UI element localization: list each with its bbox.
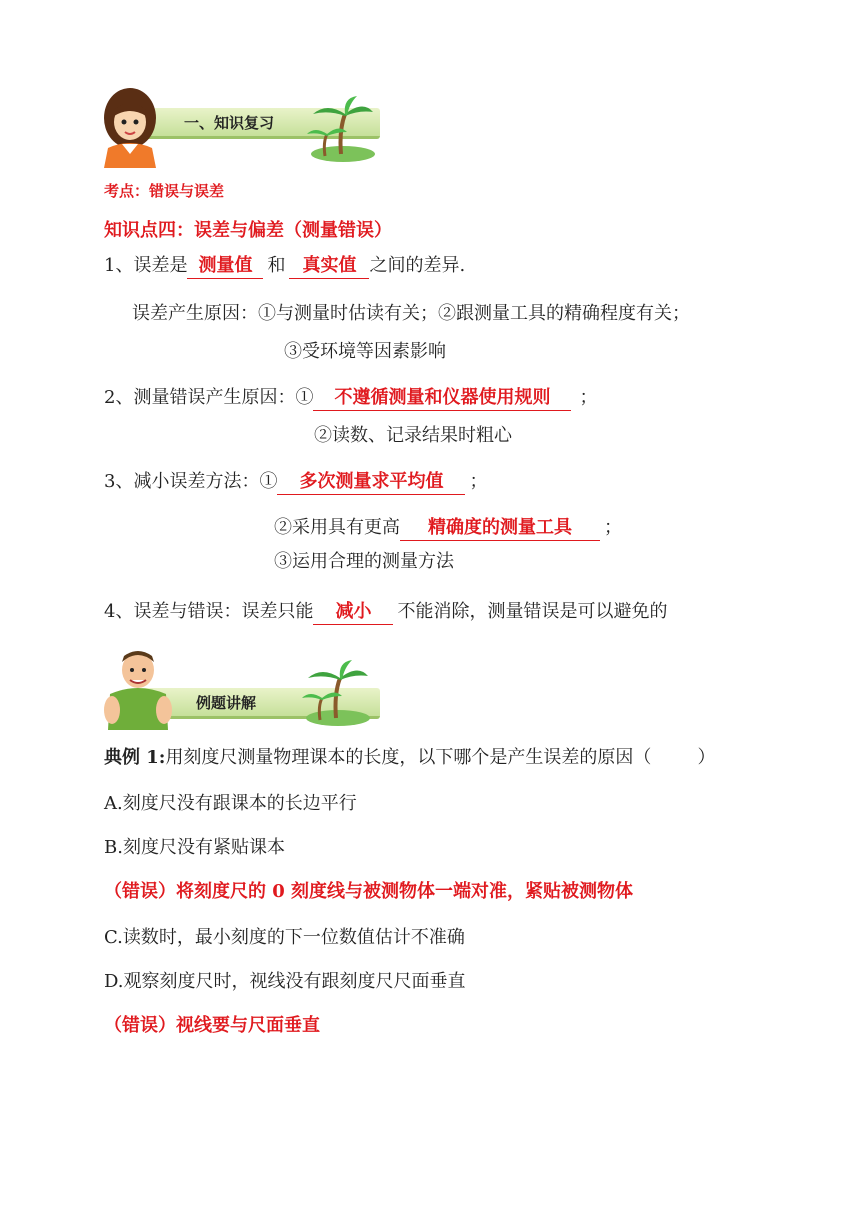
- option-c: C.读数时，最小刻度的下一位数值估计不准确: [104, 927, 465, 948]
- answer-blank-2: 真实值: [289, 254, 369, 279]
- answer-blank-1: 测量值: [187, 254, 263, 279]
- palm-tree-illustration: [305, 94, 375, 164]
- option-b: B.刻度尺没有紧贴课本: [104, 837, 285, 858]
- item-3-line-2: ②采用具有更高 精确度的测量工具 ；: [274, 516, 622, 541]
- example-question: 典例 1:用刻度尺测量物理课本的长度，以下哪个是产生误差的原因（ ）: [104, 747, 716, 768]
- item-3: 3、减小误差方法：① 多次测量求平均值 ；: [104, 470, 487, 495]
- item-2: 2、测量错误产生原因：① 不遵循测量和仪器使用规则 ；: [104, 386, 597, 411]
- exam-point-heading: 考点：错误与误差: [104, 182, 225, 200]
- section-banner-examples: [100, 648, 390, 730]
- example-label: 典例 1:: [104, 747, 166, 768]
- palm-tree-illustration: [300, 658, 370, 728]
- answer-blank-5: 精确度的测量工具: [400, 516, 600, 541]
- option-d: D.观察刻度尺时，视线没有跟刻度尺尺面垂直: [104, 971, 466, 992]
- answer-blank-4: 多次测量求平均值: [277, 470, 465, 495]
- item-2-line-2: ②读数、记录结果时粗心: [314, 425, 512, 446]
- item-1: 1、误差是 测量值 和 真实值 之间的差异.: [104, 254, 465, 279]
- option-b-note: （错误）将刻度尺的 0 刻度线与被测物体一端对准，紧贴被测物体: [104, 881, 634, 902]
- item-3-line-3: ③运用合理的测量方法: [274, 551, 454, 572]
- error-causes-line-1: 误差产生原因：①与测量时估读有关；②跟测量工具的精确程度有关；: [132, 303, 690, 324]
- knowledge-point-heading: 知识点四：误差与偏差（测量错误）: [104, 220, 392, 241]
- girl-illustration: [100, 88, 170, 168]
- item-4: 4、误差与错误：误差只能 减小 不能消除，测量错误是可以避免的: [104, 600, 667, 625]
- section-banner-review: [100, 88, 390, 168]
- banner-title: 一、知识复习: [184, 114, 275, 132]
- error-causes-line-2: ③受环境等因素影响: [284, 341, 446, 362]
- man-illustration: [104, 648, 174, 730]
- answer-blank-3: 不遵循测量和仪器使用规则: [313, 386, 571, 411]
- answer-blank-6: 减小: [313, 600, 393, 625]
- option-d-note: （错误）视线要与尺面垂直: [104, 1015, 320, 1036]
- banner-title: 例题讲解: [196, 694, 257, 712]
- option-a: A.刻度尺没有跟课本的长边平行: [104, 793, 357, 814]
